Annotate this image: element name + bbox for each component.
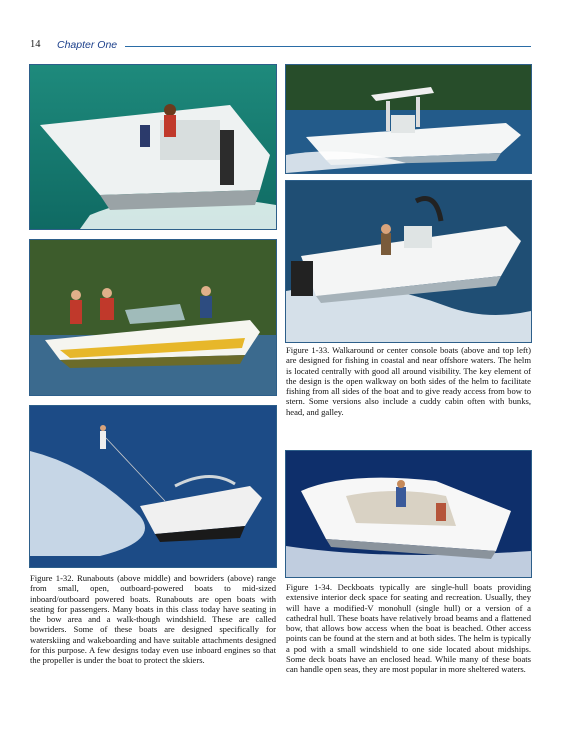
- figure-1-32-caption: Figure 1-32. Runabouts (above middle) and bowriders (above) range from small, open, outboard-powered boats to mid-sized inboard/outboard powered boats. Runabouts are open boats with seating for passengers. Many boats in this class today have seating in the bow area and a walk-though windshield. These are called bowriders. Some of these boats are designed specifically for waterskiing and wakeboarding and have suitable attachments designed for this purpose. A few designs today even use inboard engines so that the propeller is under the boat to protect the skiers.: [30, 573, 276, 666]
- center-console-with-tower-photo: [286, 181, 531, 342]
- header-rule: [125, 46, 531, 47]
- figure-1-34-caption: Figure 1-34. Deckboats typically are single-hull boats providing extensive interior deck space for seating and recreation. Usually, they will have a modified-V monohull (single hull) or a version of a cathedral hull. These boats have relatively broad beams and a flattened bow, that allows bow access when the boat is beached. Other access points can be found at the stern and at both sides. The helm is typically a pod with a small windshield to one side located about midships. Some deck boats have an enclosed head. While many of these boats can handle open seas, they are most popular in more sheltered waters.: [286, 582, 531, 675]
- center-console-boat-photo: [30, 65, 276, 229]
- bowrider-runabout-photo: [30, 240, 276, 395]
- chapter-title: Chapter One: [57, 39, 118, 51]
- figure-1-33-caption: Figure 1-33. Walkaround or center console boats (above and top left) are designed for fishing in coastal and near offshore waters. The helm is located centrally with good all around visibility. The key element of the design is the open walkway on both sides of the helm to facilitate fishing from all sides of the boat and to give ready access from bow to stern. Some versions also include a cuddy cabin often with bunks, head, and galley.: [286, 345, 531, 417]
- page-number: 14: [30, 39, 41, 50]
- walkaround-boat-photo: [286, 65, 531, 173]
- deckboat-photo: [286, 451, 531, 577]
- wakeboarding-runabout-photo: [30, 406, 276, 567]
- page-header: [30, 38, 531, 52]
